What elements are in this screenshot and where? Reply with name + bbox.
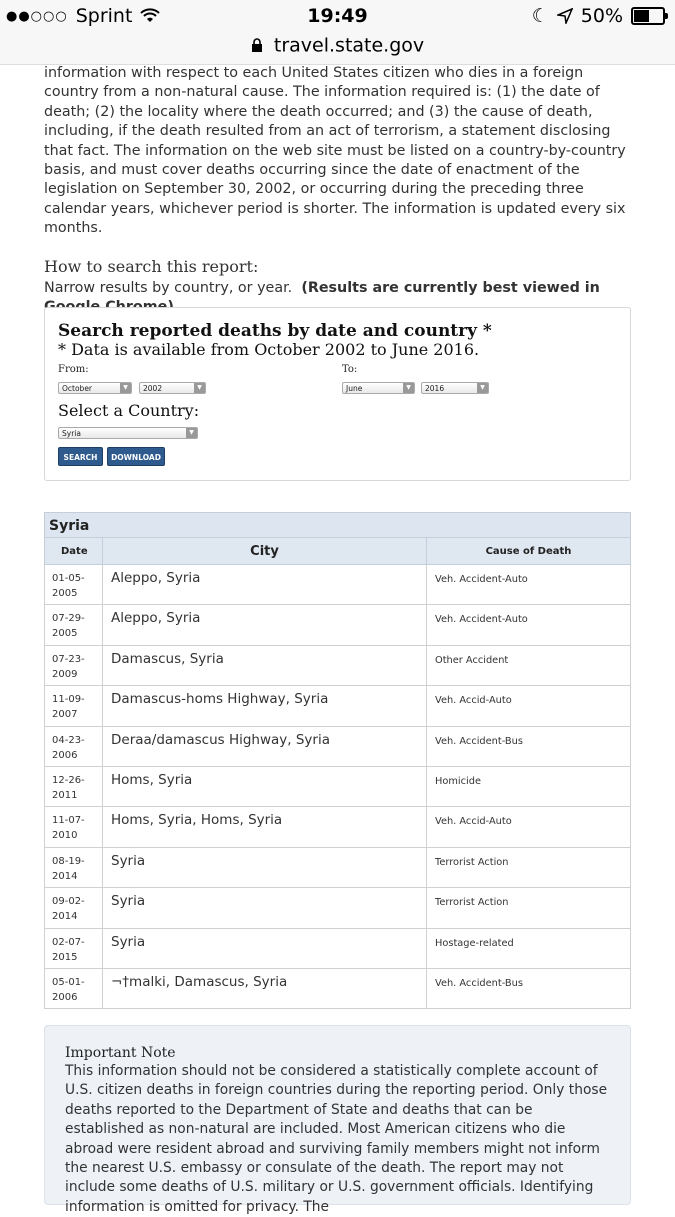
howto-title: How to search this report:: [44, 256, 259, 276]
table-header-row: [44, 538, 631, 565]
cell-date: 11-09-2007: [45, 686, 103, 725]
status-right: [532, 5, 665, 27]
cell-date: 02-07-2015: [45, 929, 103, 968]
cell-cause: Veh. Accident-Bus: [435, 735, 523, 747]
cell-city: ¬†malki, Damascus, Syria: [103, 969, 427, 1008]
moon-icon: ☾: [531, 5, 549, 27]
carrier-label: Sprint: [75, 5, 133, 27]
battery-percent: 50%: [580, 5, 623, 27]
cell-city: Syria: [103, 888, 427, 927]
signal-icon: ●●○○○: [6, 8, 68, 24]
cell-city: Aleppo, Syria: [103, 565, 427, 604]
clock: 19:49: [307, 5, 368, 27]
header-date: Date: [45, 538, 103, 564]
to-year-value: 2016: [425, 384, 445, 393]
battery-icon: [631, 7, 665, 25]
country-label: Select a Country:: [58, 401, 200, 420]
cell-city: Homs, Syria: [103, 767, 427, 806]
results-table: [44, 512, 631, 1009]
table-row: [44, 646, 631, 686]
status-bar: [0, 0, 675, 34]
to-month-select[interactable]: [342, 382, 415, 394]
chevron-down-icon: ▼: [186, 428, 197, 438]
table-row: [44, 605, 631, 645]
table-row: [44, 807, 631, 847]
cell-city: Syria: [103, 929, 427, 968]
table-row: [44, 767, 631, 807]
cell-date: 04-23-2006: [45, 727, 103, 766]
howto-text: Narrow results by country, or year.: [44, 279, 293, 296]
cell-date: 01-05-2005: [45, 565, 103, 604]
results-country-header: Syria: [44, 512, 631, 538]
cell-cause: Veh. Accident-Bus: [435, 977, 523, 989]
important-note: [44, 1025, 631, 1215]
chevron-down-icon: ▼: [120, 383, 131, 393]
cell-cause: Terrorist Action: [435, 897, 509, 909]
address-bar[interactable]: [0, 34, 675, 65]
cell-cause: Veh. Accident-Auto: [435, 614, 528, 626]
cell-date: 12-26-2011: [45, 767, 103, 806]
howto-note: (Results are currently best viewed in: [301, 279, 600, 296]
cell-date: 07-29-2005: [45, 605, 103, 644]
table-row: [44, 969, 631, 1009]
note-body: This information should not be considered a statistically complete account of U.S. citizen deaths in foreign countries during the reporting period. Only those deaths reported to the Department of State and deaths that can be established as non-natural are included. Most American citizens who die abroad were resident abroad and surviving family members might not inform the nearest U.S. embassy or consulate of the death. The report may not include some deaths of U.S. military or U.S. government officials. Identifying information is omitted for privacy. The: [65, 1063, 608, 1215]
cell-cause: Veh. Accident-Auto: [435, 574, 528, 585]
cell-date: 08-19-2014: [45, 848, 103, 887]
table-row: [44, 929, 631, 969]
table-row: [44, 848, 631, 888]
cell-city: Syria: [103, 848, 427, 887]
url-text: travel.state.gov: [273, 34, 425, 57]
note-title: Important Note: [65, 1045, 176, 1061]
from-label: From:: [58, 364, 89, 375]
header-city: City: [103, 538, 427, 564]
from-month-select[interactable]: [58, 382, 132, 394]
from-year-select[interactable]: [139, 382, 206, 394]
country-value: Syria: [62, 429, 81, 438]
chevron-down-icon: ▼: [403, 383, 414, 393]
cell-cause: Veh. Accid-Auto: [435, 695, 512, 707]
cell-cause: Other Accident: [435, 654, 509, 666]
search-panel: [44, 307, 631, 481]
to-month-value: June: [346, 384, 363, 393]
chevron-down-icon: ▼: [194, 383, 205, 393]
location-arrow-icon: [557, 8, 573, 24]
search-subtitle: * Data is available from October 2002 to June 2016.: [58, 340, 480, 359]
cell-city: Damascus, Syria: [103, 646, 427, 685]
lock-icon: [251, 38, 263, 53]
search-title: Search reported deaths by date and country *: [58, 321, 492, 341]
cell-city: Homs, Syria, Homs, Syria: [103, 807, 427, 846]
to-label: To:: [342, 364, 358, 375]
search-button[interactable]: SEARCH: [58, 447, 103, 466]
cell-date: 11-07-2010: [45, 807, 103, 846]
cell-date: 05-01-2006: [45, 969, 103, 1008]
cell-cause: Hostage-related: [435, 937, 514, 949]
chevron-down-icon: ▼: [477, 383, 488, 393]
cell-cause: Veh. Accid-Auto: [435, 816, 512, 828]
intro-paragraph: information with respect to each United States citizen who dies in a foreign country from a non-natural cause. The information required is: (1) the date of death; (2) the locality where the death occurred; and (3) the cause of death, including, if the death resulted from an act of terrorism, a statement disclosing that fact. The information on the web site must be listed on a country-by-country basis, and must cover deaths occurring since the date of enactment of the legislation on September 30, 2002, or occurring during the preceding three calendar years, whichever period is shorter. The information is updated every six months.: [44, 65, 626, 237]
cell-cause: Terrorist Action: [435, 856, 509, 868]
cell-city: Deraa/damascus Highway, Syria: [103, 727, 427, 766]
table-row: [44, 686, 631, 726]
header-cause: Cause of Death: [485, 545, 572, 557]
download-button[interactable]: DOWNLOAD: [107, 447, 165, 466]
from-month-value: October: [62, 384, 93, 393]
table-row: [44, 888, 631, 928]
to-year-select[interactable]: [421, 382, 489, 394]
cell-date: 07-23-2009: [45, 646, 103, 685]
cell-date: 09-02-2014: [45, 888, 103, 927]
cell-city: Damascus-homs Highway, Syria: [103, 686, 427, 725]
from-year-value: 2002: [143, 384, 163, 393]
table-row: [44, 727, 631, 767]
cell-cause: Homicide: [435, 775, 481, 787]
cell-city: Aleppo, Syria: [103, 605, 427, 644]
country-select[interactable]: [58, 427, 198, 439]
main-content: [44, 64, 634, 317]
table-row: [44, 565, 631, 605]
table-body: [44, 565, 631, 1009]
